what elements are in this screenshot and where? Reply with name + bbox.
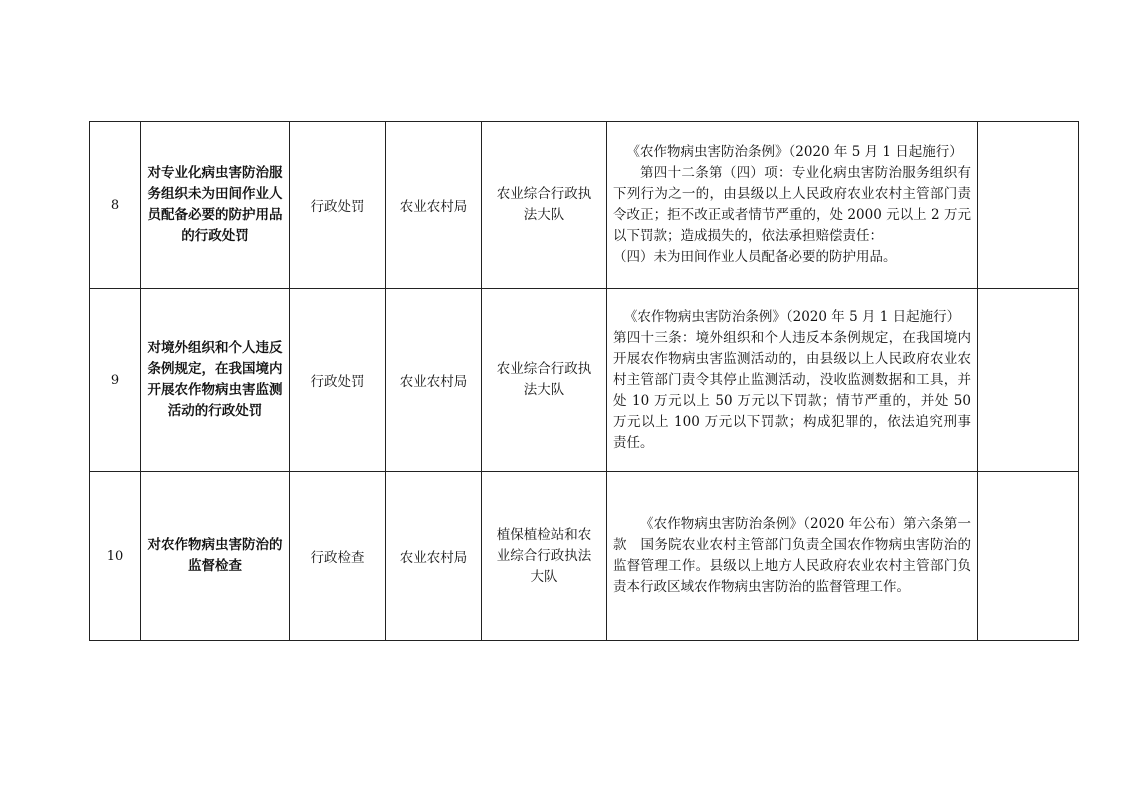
table-row xyxy=(90,289,1079,472)
basis-clause: 第四十三条：境外组织和个人违反本条例规定，在我国境内开展农作物病虫害监测活动的，由县级以上人民政府农业农村主管部门责令其停止监测活动，没收监测数据和工具，并处 10 万元以上 50 万元以下罚款；情节严重的，并处 50 万元以上 100 万元以下罚款；构成犯罪的，依法追究刑事责任。 xyxy=(613,329,971,451)
legal-basis xyxy=(607,289,978,472)
basis-clause: 第四十二条第（四）项：专业化病虫害防治服务组织有下列行为之一的，由县级以上人民政府农业农村主管部门责令改正；拒不改正或者情节严重的，处 2000 元以上 2 万元以下罚款；造成损失的，依法承担赔偿责任： xyxy=(613,165,971,244)
basis-clause: 《农作物病虫害防治条例》（2020 年公布）第六条第一款 国务院农业农村主管部门负责全国农作物病虫害防治的监督管理工作。县级以上地方人民政府农业农村主管部门负责本行政区域农作物病虫害防治的监督管理工作。 xyxy=(613,516,971,595)
table-row xyxy=(90,472,1079,641)
legal-basis xyxy=(607,122,978,289)
item-name: 对境外组织和个人违反条例规定，在我国境内开展农作物病虫害监测活动的行政处罚 xyxy=(141,289,290,472)
item-name: 对农作物病虫害防治的监督检查 xyxy=(141,472,290,641)
row-number: 8 xyxy=(90,122,141,289)
row-number: 9 xyxy=(90,289,141,472)
item-type: 行政处罚 xyxy=(290,289,386,472)
enforcement-table xyxy=(89,121,1079,641)
item-type: 行政处罚 xyxy=(290,122,386,289)
item-name: 对专业化病虫害防治服务组织未为田间作业人员配备必要的防护用品的行政处罚 xyxy=(141,122,290,289)
executing-unit: 植保植检站和农业综合行政执法大队 xyxy=(482,472,607,641)
remark xyxy=(978,472,1079,641)
responsible-dept: 农业农村局 xyxy=(386,122,482,289)
row-number: 10 xyxy=(90,472,141,641)
remark xyxy=(978,289,1079,472)
basis-title: 《农作物病虫害防治条例》（2020 年 5 月 1 日起施行） xyxy=(623,308,961,325)
legal-basis xyxy=(607,472,978,641)
table-row xyxy=(90,122,1079,289)
basis-item: （四）未为田间作业人员配备必要的防护用品。 xyxy=(613,249,897,265)
remark xyxy=(978,122,1079,289)
responsible-dept: 农业农村局 xyxy=(386,289,482,472)
executing-unit: 农业综合行政执法大队 xyxy=(482,289,607,472)
item-type: 行政检查 xyxy=(290,472,386,641)
executing-unit: 农业综合行政执法大队 xyxy=(482,122,607,289)
basis-title: 《农作物病虫害防治条例》（2020 年 5 月 1 日起施行） xyxy=(626,144,963,160)
responsible-dept: 农业农村局 xyxy=(386,472,482,641)
